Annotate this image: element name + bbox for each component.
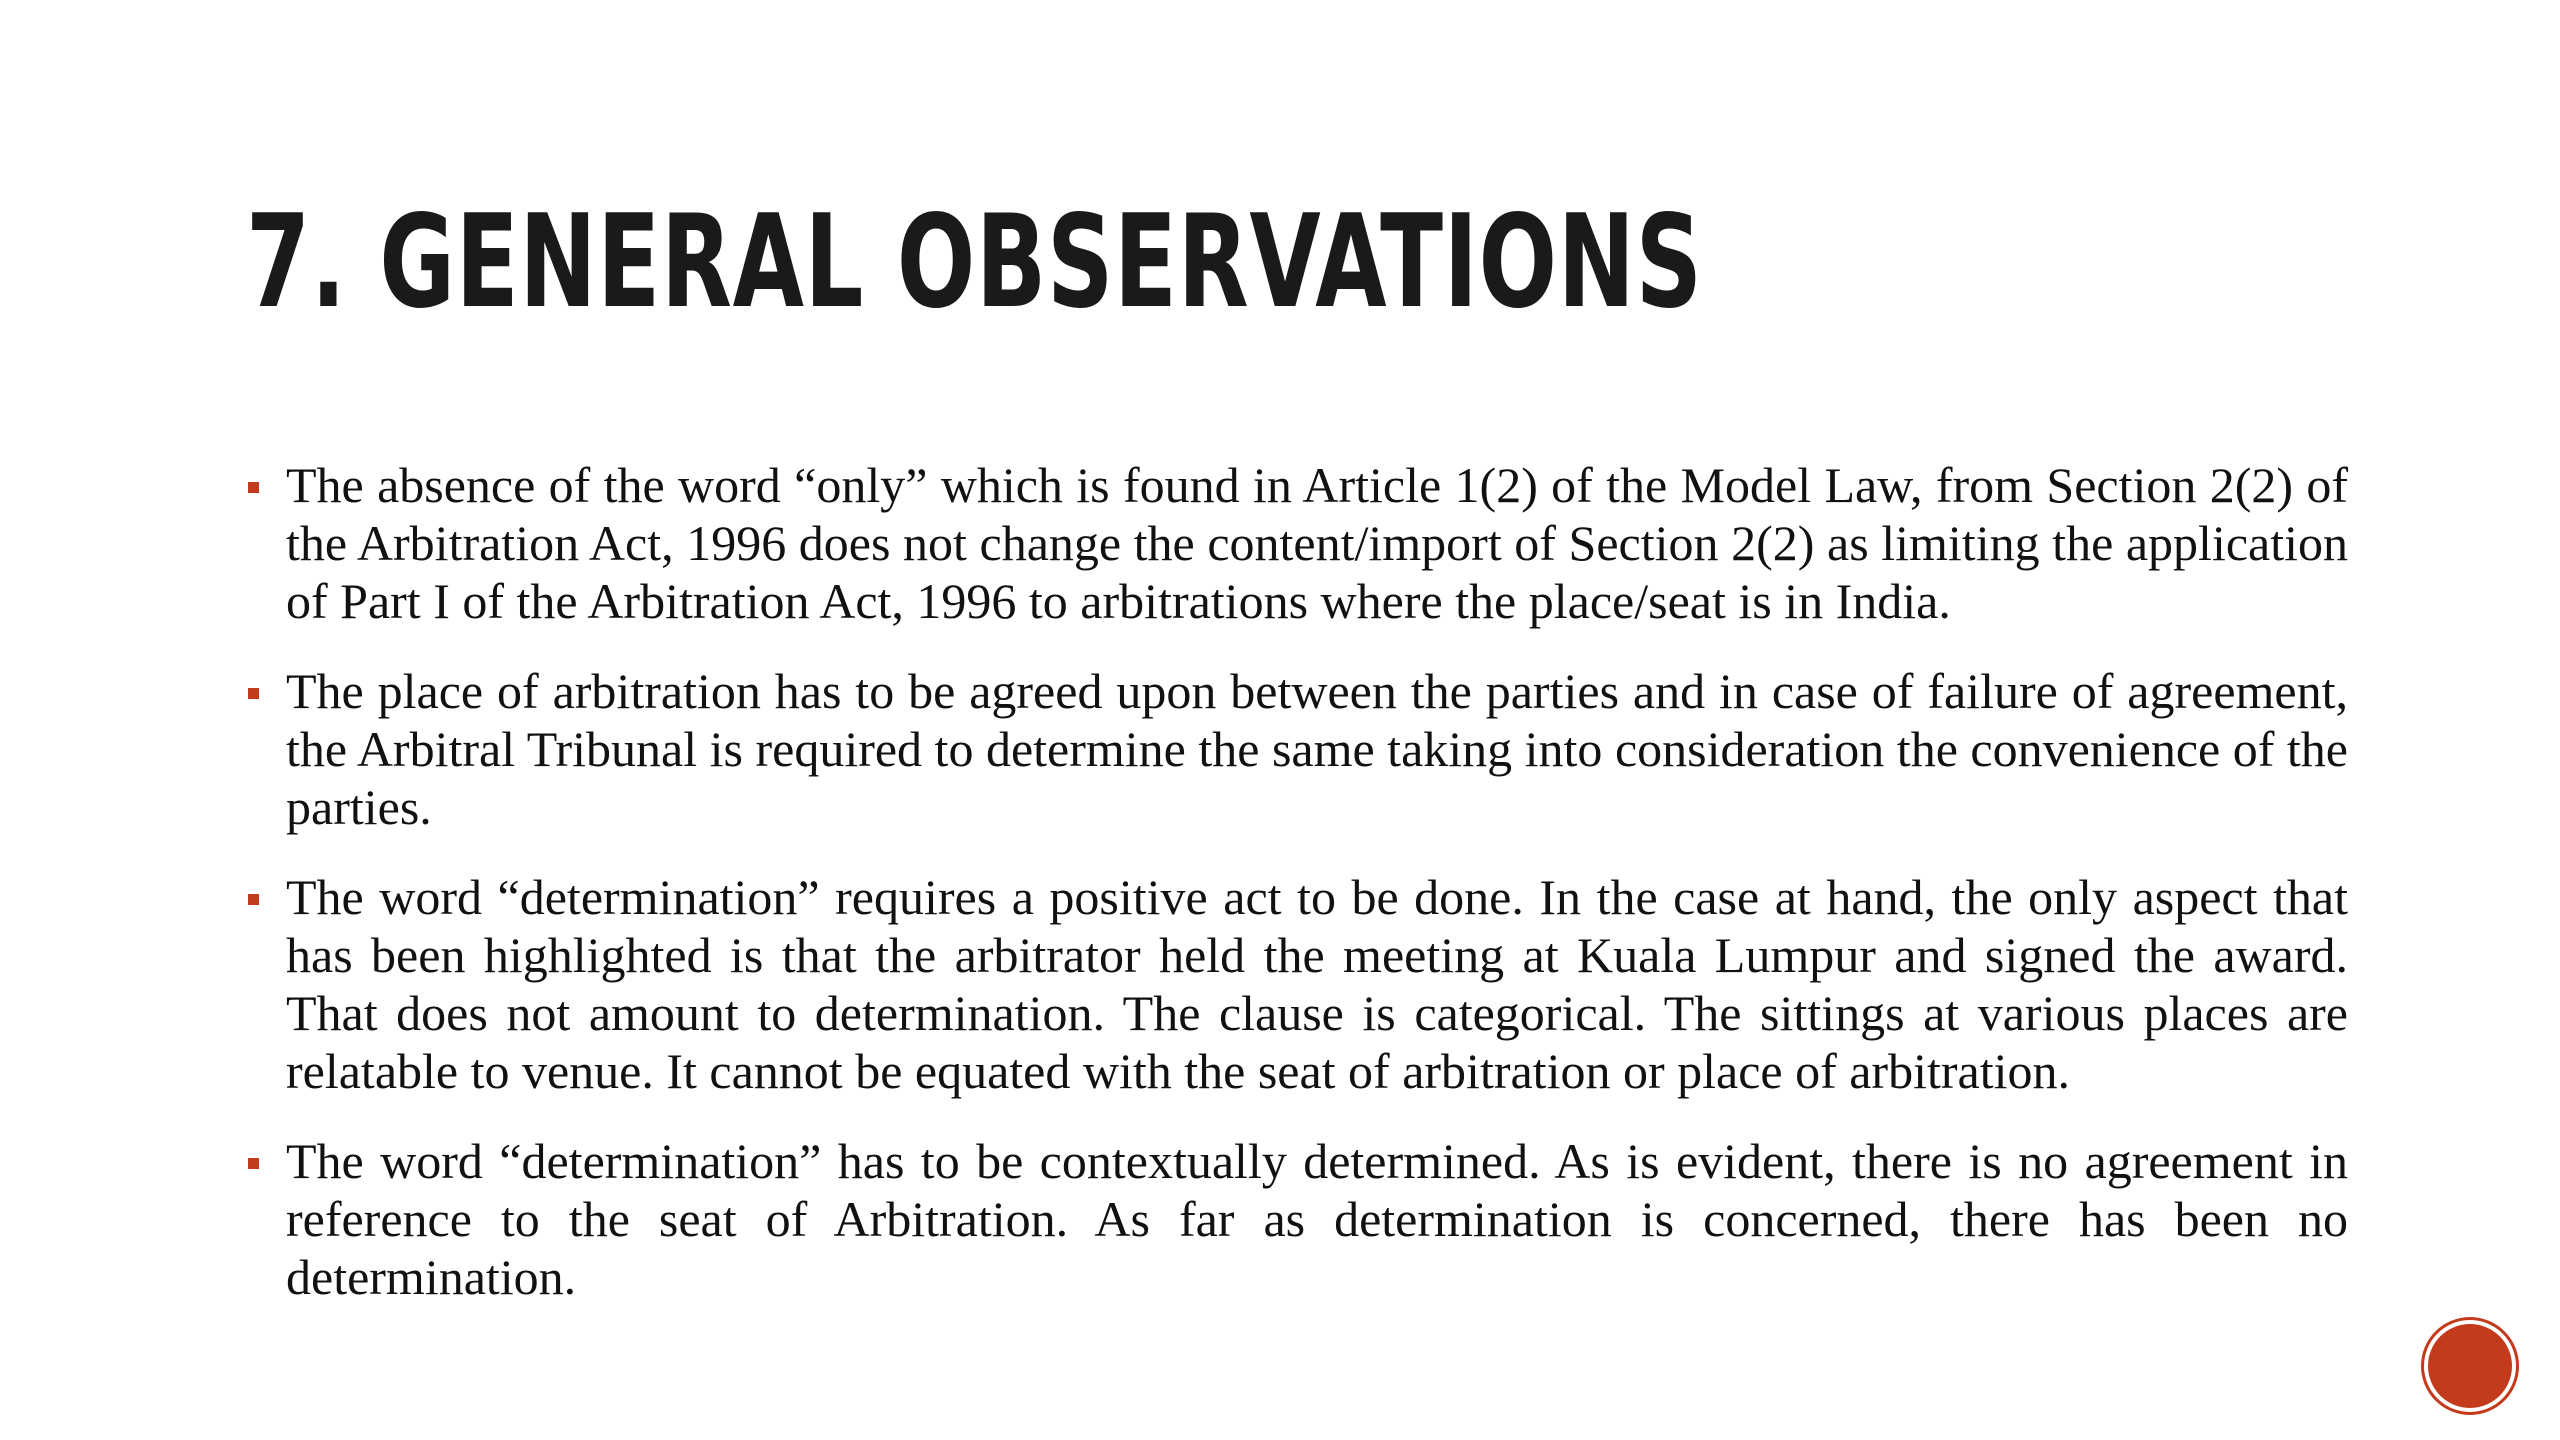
page-number-badge — [2424, 1320, 2516, 1412]
square-bullet-icon — [248, 688, 259, 699]
square-bullet-icon — [248, 894, 259, 905]
bullet-list — [248, 456, 2348, 1338]
bullet-item — [248, 1132, 2348, 1306]
bullet-item — [248, 456, 2348, 630]
bullet-item — [248, 868, 2348, 1100]
bullet-text: The absence of the word “only” which is found in Article 1(2) of the Model Law, from Section 2(2) of the Arbitration Act, 1996 does not change the content/import of Section 2(2) as limiting the application of Part I of the Arbitration Act, 1996 to arbitrations where the place/seat is in India. — [286, 457, 2348, 629]
square-bullet-icon — [248, 482, 259, 493]
slide-title: 7. GENERAL OBSERVATIONS — [246, 188, 1703, 337]
bullet-text: The word “determination” requires a positive act to be done. In the case at hand, the only aspect that has been highlighted is that the arbitrator held the meeting at Kuala Lumpur and signed the award. That does not amount to determination. The clause is categorical. The sittings at various places are relatable to venue. It cannot be equated with the seat of arbitration or place of arbitration. — [286, 869, 2348, 1099]
square-bullet-icon — [248, 1158, 259, 1169]
bullet-text: The place of arbitration has to be agreed upon between the parties and in case of failure of agreement, the Arbitral Tribunal is required to determine the same taking into consideration the convenience of the parties. — [286, 663, 2348, 835]
bullet-item — [248, 662, 2348, 836]
bullet-text: The word “determination” has to be contextually determined. As is evident, there is no agreement in reference to the seat of Arbitration. As far as determination is concerned, there has been no determination. — [286, 1133, 2348, 1305]
